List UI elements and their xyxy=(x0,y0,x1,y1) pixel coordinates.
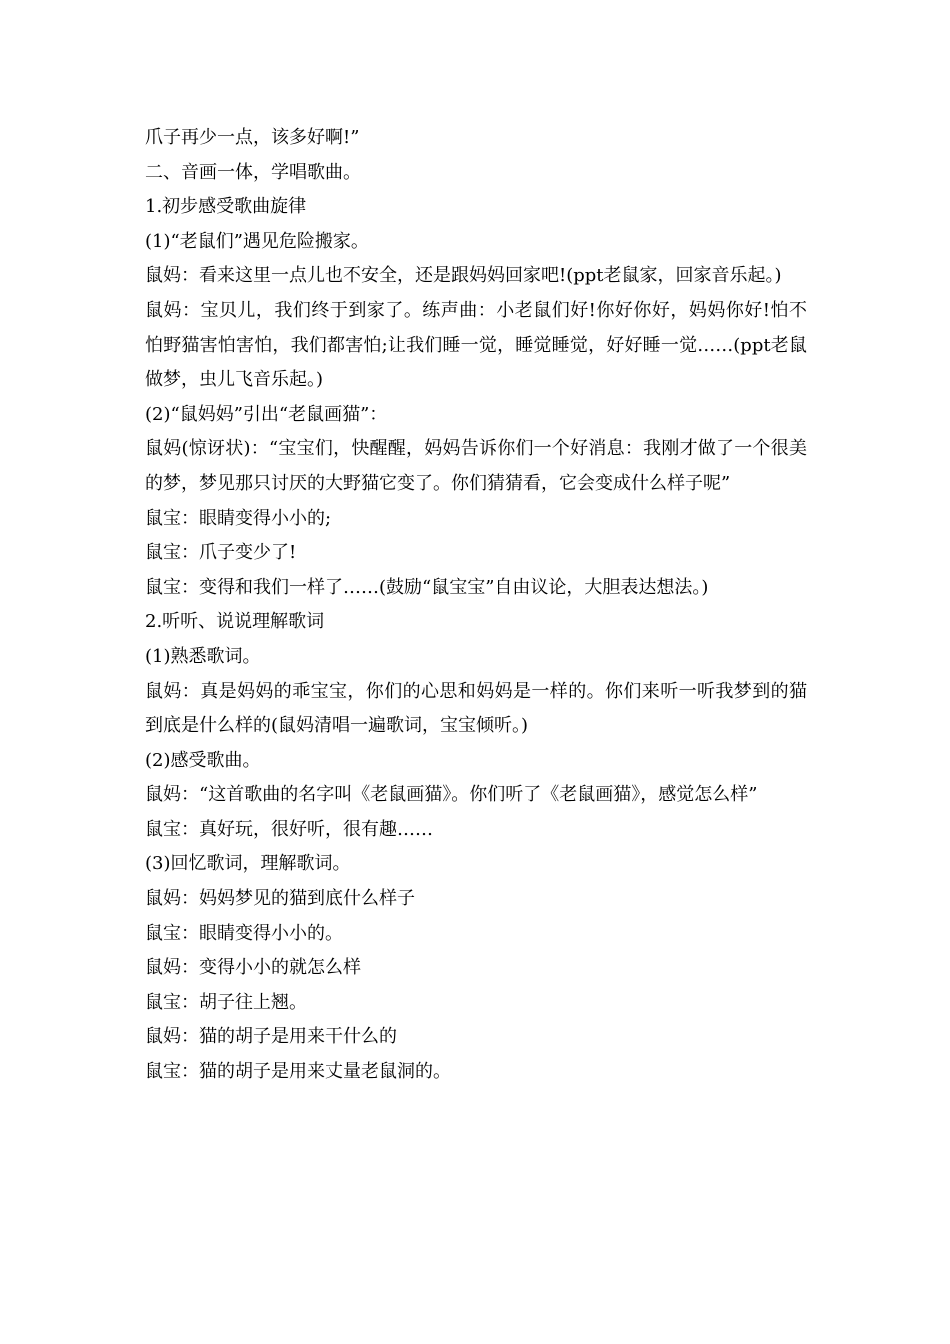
step-heading: (1)熟悉歌词。 xyxy=(145,645,261,667)
dialogue-line: 鼠妈：妈妈梦见的猫到底什么样子 xyxy=(145,888,415,910)
paragraph: 爪子再少一点，该多好啊!” xyxy=(145,127,360,148)
dialogue-line: 鼠宝：胡子往上翘。 xyxy=(145,991,307,1013)
dialogue-line: 鼠宝：猫的胡子是用来丈量老鼠洞的。 xyxy=(145,1061,451,1083)
dialogue-line: 鼠妈：变得小小的就怎么样 xyxy=(145,957,361,979)
step-heading: (2)感受歌曲。 xyxy=(145,749,261,771)
dialogue-line: 鼠宝：真好玩，很好听，很有趣…… xyxy=(145,818,433,840)
step-heading: (1)“老鼠们”遇见危险搬家。 xyxy=(145,230,369,252)
dialogue-line: 鼠宝：爪子变少了! xyxy=(145,542,297,564)
step-heading: (2)“鼠妈妈”引出“老鼠画猫”： xyxy=(145,403,388,425)
dialogue-line: 鼠妈：猫的胡子是用来干什么的 xyxy=(145,1026,397,1048)
dialogue-line: 鼠妈：“这首歌曲的名字叫《老鼠画猫》。你们听了《老鼠画猫》，感觉怎么样” xyxy=(145,784,758,806)
dialogue-line: 鼠宝：眼睛变得小小的; xyxy=(145,507,332,529)
document-body xyxy=(145,121,807,1090)
section-heading: 二、音画一体，学唱歌曲。 xyxy=(145,161,361,183)
subsection-heading: 1.初步感受歌曲旋律 xyxy=(145,196,307,218)
dialogue-line: 鼠妈：宝贝儿，我们终于到家了。练声曲：小老鼠们好!你好你好，妈妈你好!怕不怕野猫害怕害怕，我们都害怕;让我们睡一觉，睡觉睡觉，好好睡一觉……(ppt老鼠做梦，虫儿飞音乐起。) xyxy=(145,299,807,391)
dialogue-line: 鼠妈(惊讶状)：“宝宝们，快醒醒，妈妈告诉你们一个好消息：我刚才做了一个很美的梦，梦见那只讨厌的大野猫它变了。你们猜猜看，它会变成什么样子呢” xyxy=(145,438,807,494)
step-heading: (3)回忆歌词，理解歌词。 xyxy=(145,853,351,875)
dialogue-line: 鼠妈：真是妈妈的乖宝宝，你们的心思和妈妈是一样的。你们来听一听我梦到的猫到底是什么样的(鼠妈清唱一遍歌词，宝宝倾听。) xyxy=(145,680,807,737)
dialogue-line: 鼠宝：眼睛变得小小的。 xyxy=(145,922,343,944)
dialogue-line: 鼠宝：变得和我们一样了……(鼓励“鼠宝宝”自由议论，大胆表达想法。) xyxy=(145,576,709,598)
subsection-heading: 2.听听、说说理解歌词 xyxy=(145,611,325,633)
dialogue-line: 鼠妈：看来这里一点儿也不安全，还是跟妈妈回家吧!(ppt老鼠家，回家音乐起。) xyxy=(145,265,782,287)
